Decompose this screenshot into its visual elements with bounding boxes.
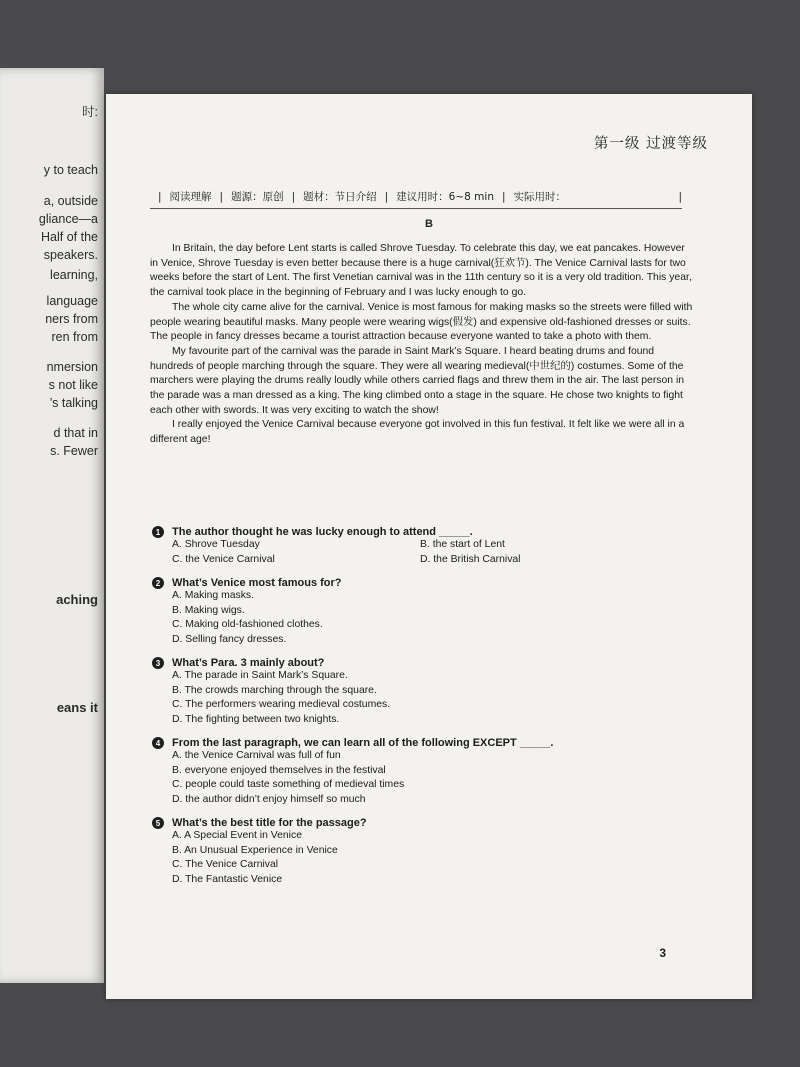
question-number-badge: 2	[152, 577, 164, 589]
left-page-text: Half of the	[41, 230, 98, 244]
answer-option: B. Making wigs.	[172, 604, 245, 616]
answer-options	[152, 589, 672, 647]
left-page-text: s not like	[48, 378, 98, 392]
question-text: What’s Para. 3 mainly about?	[172, 657, 325, 669]
question-list	[152, 526, 672, 897]
workbook-page	[106, 94, 752, 999]
question-item	[152, 817, 672, 887]
left-page-text: ners from	[45, 312, 98, 326]
info-actual-time: 实际用时：	[513, 191, 567, 203]
answer-option: A. A Special Event in Venice	[172, 830, 302, 841]
left-page-text: gliance—a	[38, 212, 98, 226]
info-suggested-time: 建议用时：6~8 min	[396, 191, 494, 203]
answer-option: C. Making old-fashioned clothes.	[172, 619, 323, 630]
paragraph: The whole city came alive for the carnival. Venice is most famous for making masks so the streets were filled with people wearing beautiful masks. Many people were wearing wigs(假发) and expensive old-fashioned dresses or suits. The people in fancy dresses became a tourist attraction because everyone wanted to take a photo with them.	[150, 301, 693, 343]
left-page-text: learning,	[50, 268, 98, 282]
question-number-badge: 4	[152, 737, 164, 749]
info-source: 题源：原创	[231, 191, 284, 203]
answer-option: B. everyone enjoyed themselves in the festival	[172, 764, 386, 776]
left-page-text: y to teach	[43, 163, 98, 177]
left-page-text: language	[46, 294, 98, 308]
question-stem	[152, 526, 672, 538]
answer-options	[152, 829, 672, 887]
left-page-text: ’s talking	[49, 396, 98, 410]
question-text: The author thought he was lucky enough to attend _____.	[172, 526, 473, 538]
info-divider: |	[158, 190, 162, 203]
paragraph: In Britain, the day before Lent starts is called Shrove Tuesday. To celebrate this day, we eat pancakes. However in Venice, Shrove Tuesday is even better because there is a huge carnival(狂欢节). The Venice Carnival lasts for two weeks before the start of Lent. The first Venetian carnival was in the 11th century so it is a very old tradition. This year, the carnival took place in the beginning of February and I was lucky enough to go.	[150, 243, 692, 299]
answer-option: D. Selling fancy dresses.	[172, 633, 287, 645]
answer-option: C. The Venice Carnival	[172, 859, 279, 870]
section-letter: B	[425, 218, 433, 230]
info-divider: |	[678, 190, 682, 203]
left-page-text: a, outside	[43, 194, 98, 208]
question-text: What’s the best title for the passage?	[172, 817, 367, 829]
answer-option: C. The performers wearing medieval costumes.	[172, 699, 391, 710]
question-item	[152, 657, 672, 727]
answer-option: A. Making masks.	[172, 590, 254, 601]
answer-option: C. the Venice Carnival	[172, 553, 275, 565]
answer-options	[152, 669, 672, 727]
answer-option: A. The parade in Saint Mark’s Square.	[172, 670, 348, 681]
question-item	[152, 526, 672, 567]
paragraph: My favourite part of the carnival was the parade in Saint Mark’s Square. I heard beating drums and found hundreds of people marching through the square. They were all wearing medieval(中世纪的) costumes. Some of the marchers were playing the drums really loudly while others carried flags and threw them in the air. The last person in the parade was a man dressed as a king. The king climbed onto a stage in the square. He chose two knights to fight each other with swords. It was very exciting to watch the show!	[150, 345, 685, 416]
level-title: 第一级 过渡等级	[593, 136, 708, 152]
question-stem	[152, 817, 672, 829]
answer-option: B. the start of Lent	[420, 539, 505, 550]
answer-option: B. An Unusual Experience in Venice	[172, 844, 338, 856]
answer-options	[152, 538, 672, 567]
question-text: From the last paragraph, we can learn all of the following EXCEPT _____.	[172, 737, 554, 749]
answer-options	[152, 749, 672, 807]
info-bar	[150, 188, 682, 205]
left-page-text: speakers.	[43, 248, 98, 262]
question-number-badge: 3	[152, 657, 164, 669]
info-divider: |	[219, 190, 224, 203]
left-page-text: nmersion	[46, 360, 98, 374]
info-topic: 题材：节日介绍	[303, 191, 377, 203]
left-page	[0, 68, 104, 983]
page-number: 3	[659, 946, 666, 960]
question-stem	[152, 577, 672, 589]
question-number-badge: 5	[152, 817, 164, 829]
info-divider: |	[384, 190, 389, 203]
answer-option: A. Shrove Tuesday	[172, 539, 260, 550]
left-page-text: d that in	[53, 426, 98, 440]
left-page-text: 时:	[82, 105, 98, 119]
answer-option: D. The Fantastic Venice	[172, 873, 283, 885]
question-stem	[152, 657, 672, 669]
info-rule	[150, 208, 682, 209]
info-divider: |	[501, 190, 506, 203]
info-divider: |	[291, 190, 296, 203]
question-item	[152, 577, 672, 647]
question-stem	[152, 737, 672, 749]
answer-option: D. The fighting between two knights.	[172, 713, 340, 725]
left-page-heading: eans it	[56, 700, 98, 715]
question-text: What’s Venice most famous for?	[172, 577, 342, 589]
answer-option: D. the British Carnival	[420, 553, 521, 565]
question-number-badge: 1	[152, 526, 164, 538]
left-page-text: s. Fewer	[50, 444, 98, 458]
question-item	[152, 737, 672, 807]
answer-option: A. the Venice Carnival was full of fun	[172, 750, 341, 761]
reading-passage	[150, 242, 694, 448]
answer-option: C. people could taste something of medieval times	[172, 779, 405, 790]
left-page-text: ren from	[51, 330, 98, 344]
answer-option: B. The crowds marching through the square.	[172, 684, 377, 696]
answer-option: D. the author didn’t enjoy himself so much	[172, 793, 366, 805]
paragraph: I really enjoyed the Venice Carnival because everyone got involved in this fun festival. It felt like we were all in a different age!	[150, 419, 685, 446]
left-page-heading: aching	[56, 592, 98, 607]
info-category: 阅读理解	[169, 191, 212, 203]
